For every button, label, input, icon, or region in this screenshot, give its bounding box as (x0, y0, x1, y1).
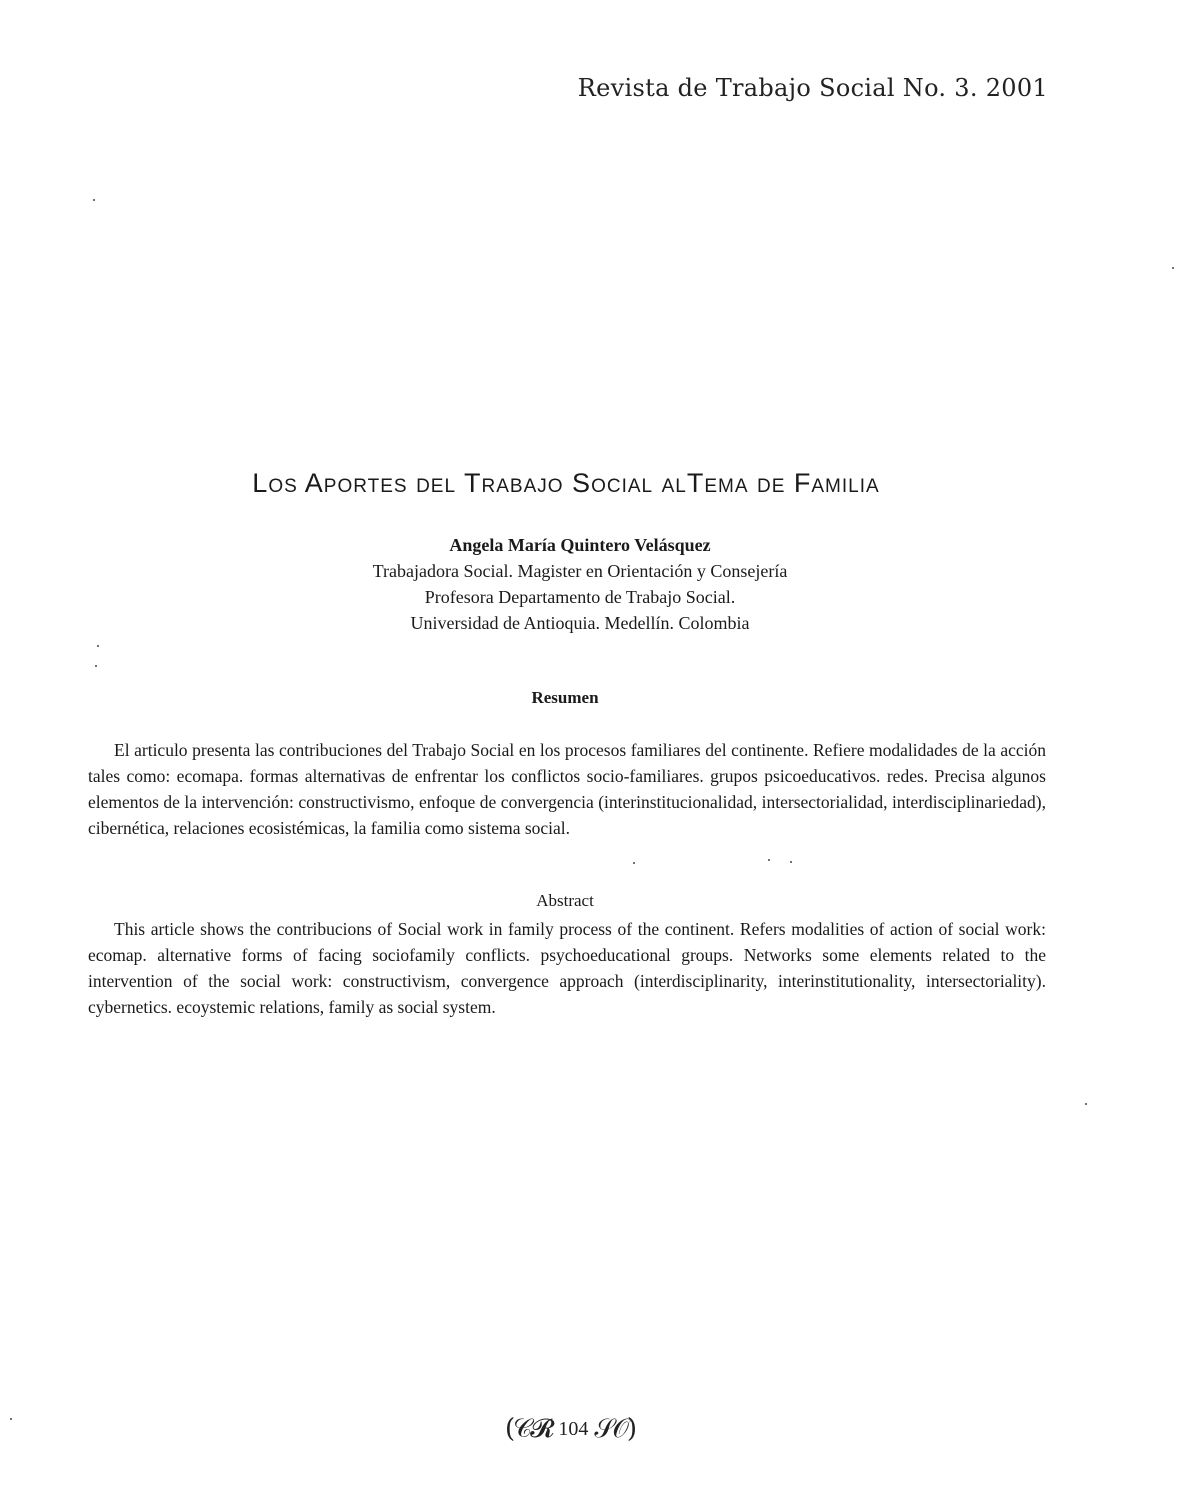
right-ornament-icon: 𝒮𝒪) (594, 1414, 636, 1444)
author-affiliation-line-1: Trabajadora Social. Magister en Orientación y Consejería (372, 561, 788, 581)
abstract-heading: Abstract (536, 891, 594, 910)
page-folio (0, 1414, 1140, 1445)
article-title: Los Aportes del Trabajo Social alTema de Familia (252, 468, 880, 498)
scan-speck (95, 665, 97, 667)
scan-speck (768, 859, 770, 861)
scan-speck (97, 645, 99, 647)
author-block (0, 532, 1160, 636)
running-header: Revista de Trabajo Social No. 3. 2001 (577, 74, 1048, 102)
scan-speck (633, 862, 635, 864)
author-name: Angela María Quintero Velásquez (449, 535, 711, 555)
author-affiliation-line-2: Profesora Departamento de Trabajo Social. (424, 587, 736, 607)
scan-speck (10, 1418, 12, 1420)
resumen-text: El articulo presenta las contribuciones del Trabajo Social en los procesos familiares del continente. Refiere modalidades de la acción tales como: ecomapa. formas alternativas de enfrentar los conflictos socio-familiares. grupos psicoeducativos. redes. Precisa algunos elementos de la intervención: constructivismo, enfoque de convergencia (interinstitucionalidad, intersectorialidad, interdisciplinariedad), cibernética, relaciones ecosistémicas, la familia como sistema social. (88, 740, 1046, 838)
resumen-heading: Resumen (531, 688, 599, 707)
scan-speck (1172, 267, 1174, 269)
scan-speck (1085, 1103, 1087, 1105)
author-affiliation-line-3: Universidad de Antioquia. Medellín. Colombia (410, 613, 750, 633)
scan-speck (790, 861, 792, 863)
left-ornament-icon: (𝒞𝓡 (504, 1414, 553, 1444)
page-number: 104 (558, 1418, 589, 1440)
scan-speck (93, 199, 95, 201)
abstract-text: This article shows the contribucions of Social work in family process of the continent. Refers modalities of action of social work: ecomap. alternative forms of facing sociofamily conflicts. psychoeducational groups. Networks some elements related to the intervention of the social work: constructivism, convergence approach (interdisciplinarity, interinstitutionality, intersectoriality). cybernetics. ecoystemic relations, family as social system. (88, 919, 1046, 1017)
